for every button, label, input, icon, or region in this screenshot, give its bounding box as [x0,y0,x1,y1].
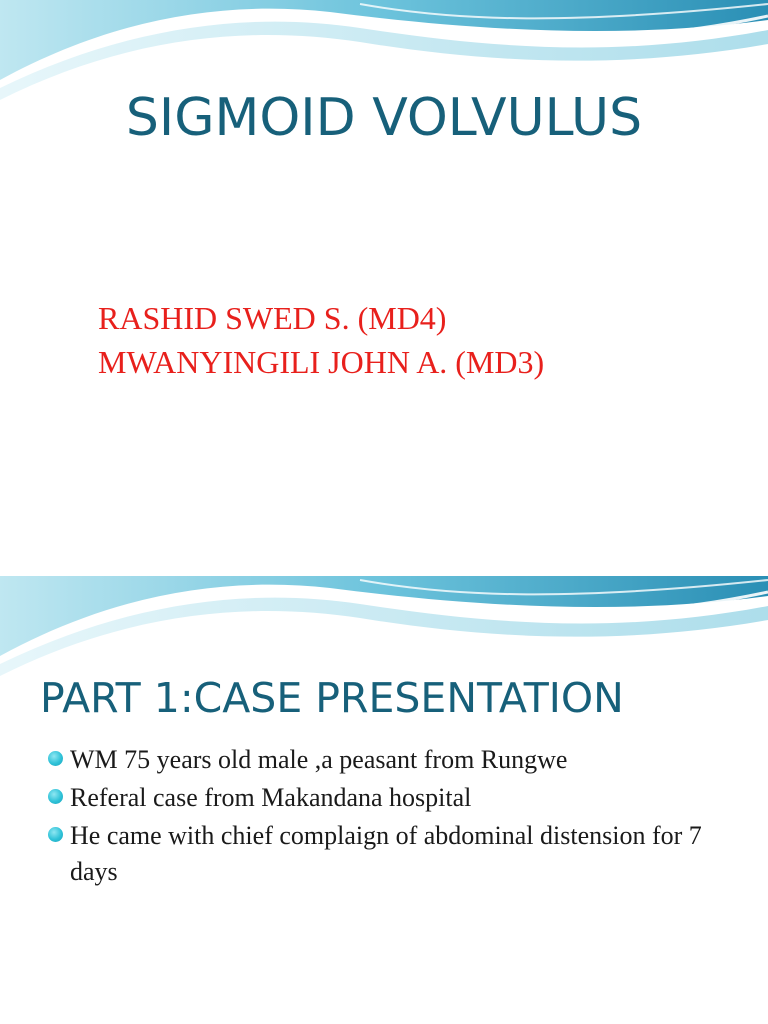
bullet-text: WM 75 years old male ,a peasant from Rungwe [70,745,568,774]
bullet-dot-icon [48,751,63,766]
bullet-list [48,742,748,892]
content-slide [0,576,768,1024]
author-list [98,296,544,384]
bullet-dot-icon [48,827,63,842]
slide-title: SIGMOID VOLVULUS [125,88,643,148]
decorative-wave-header [0,0,768,100]
bullet-item [48,780,748,816]
decorative-wave-header [0,576,768,676]
bullet-text: Referal case from Makandana hospital [70,783,472,812]
bullet-dot-icon [48,789,63,804]
author-name: MWANYINGILI JOHN A. (MD3) [98,344,545,380]
slide-title: PART 1:CASE PRESENTATION [40,674,624,722]
author-name: RASHID SWED S. (MD4) [98,300,447,336]
bullet-item [48,742,748,778]
bullet-item [48,818,748,890]
bullet-text: He came with chief complaign of abdominal distension for 7 days [70,821,702,886]
